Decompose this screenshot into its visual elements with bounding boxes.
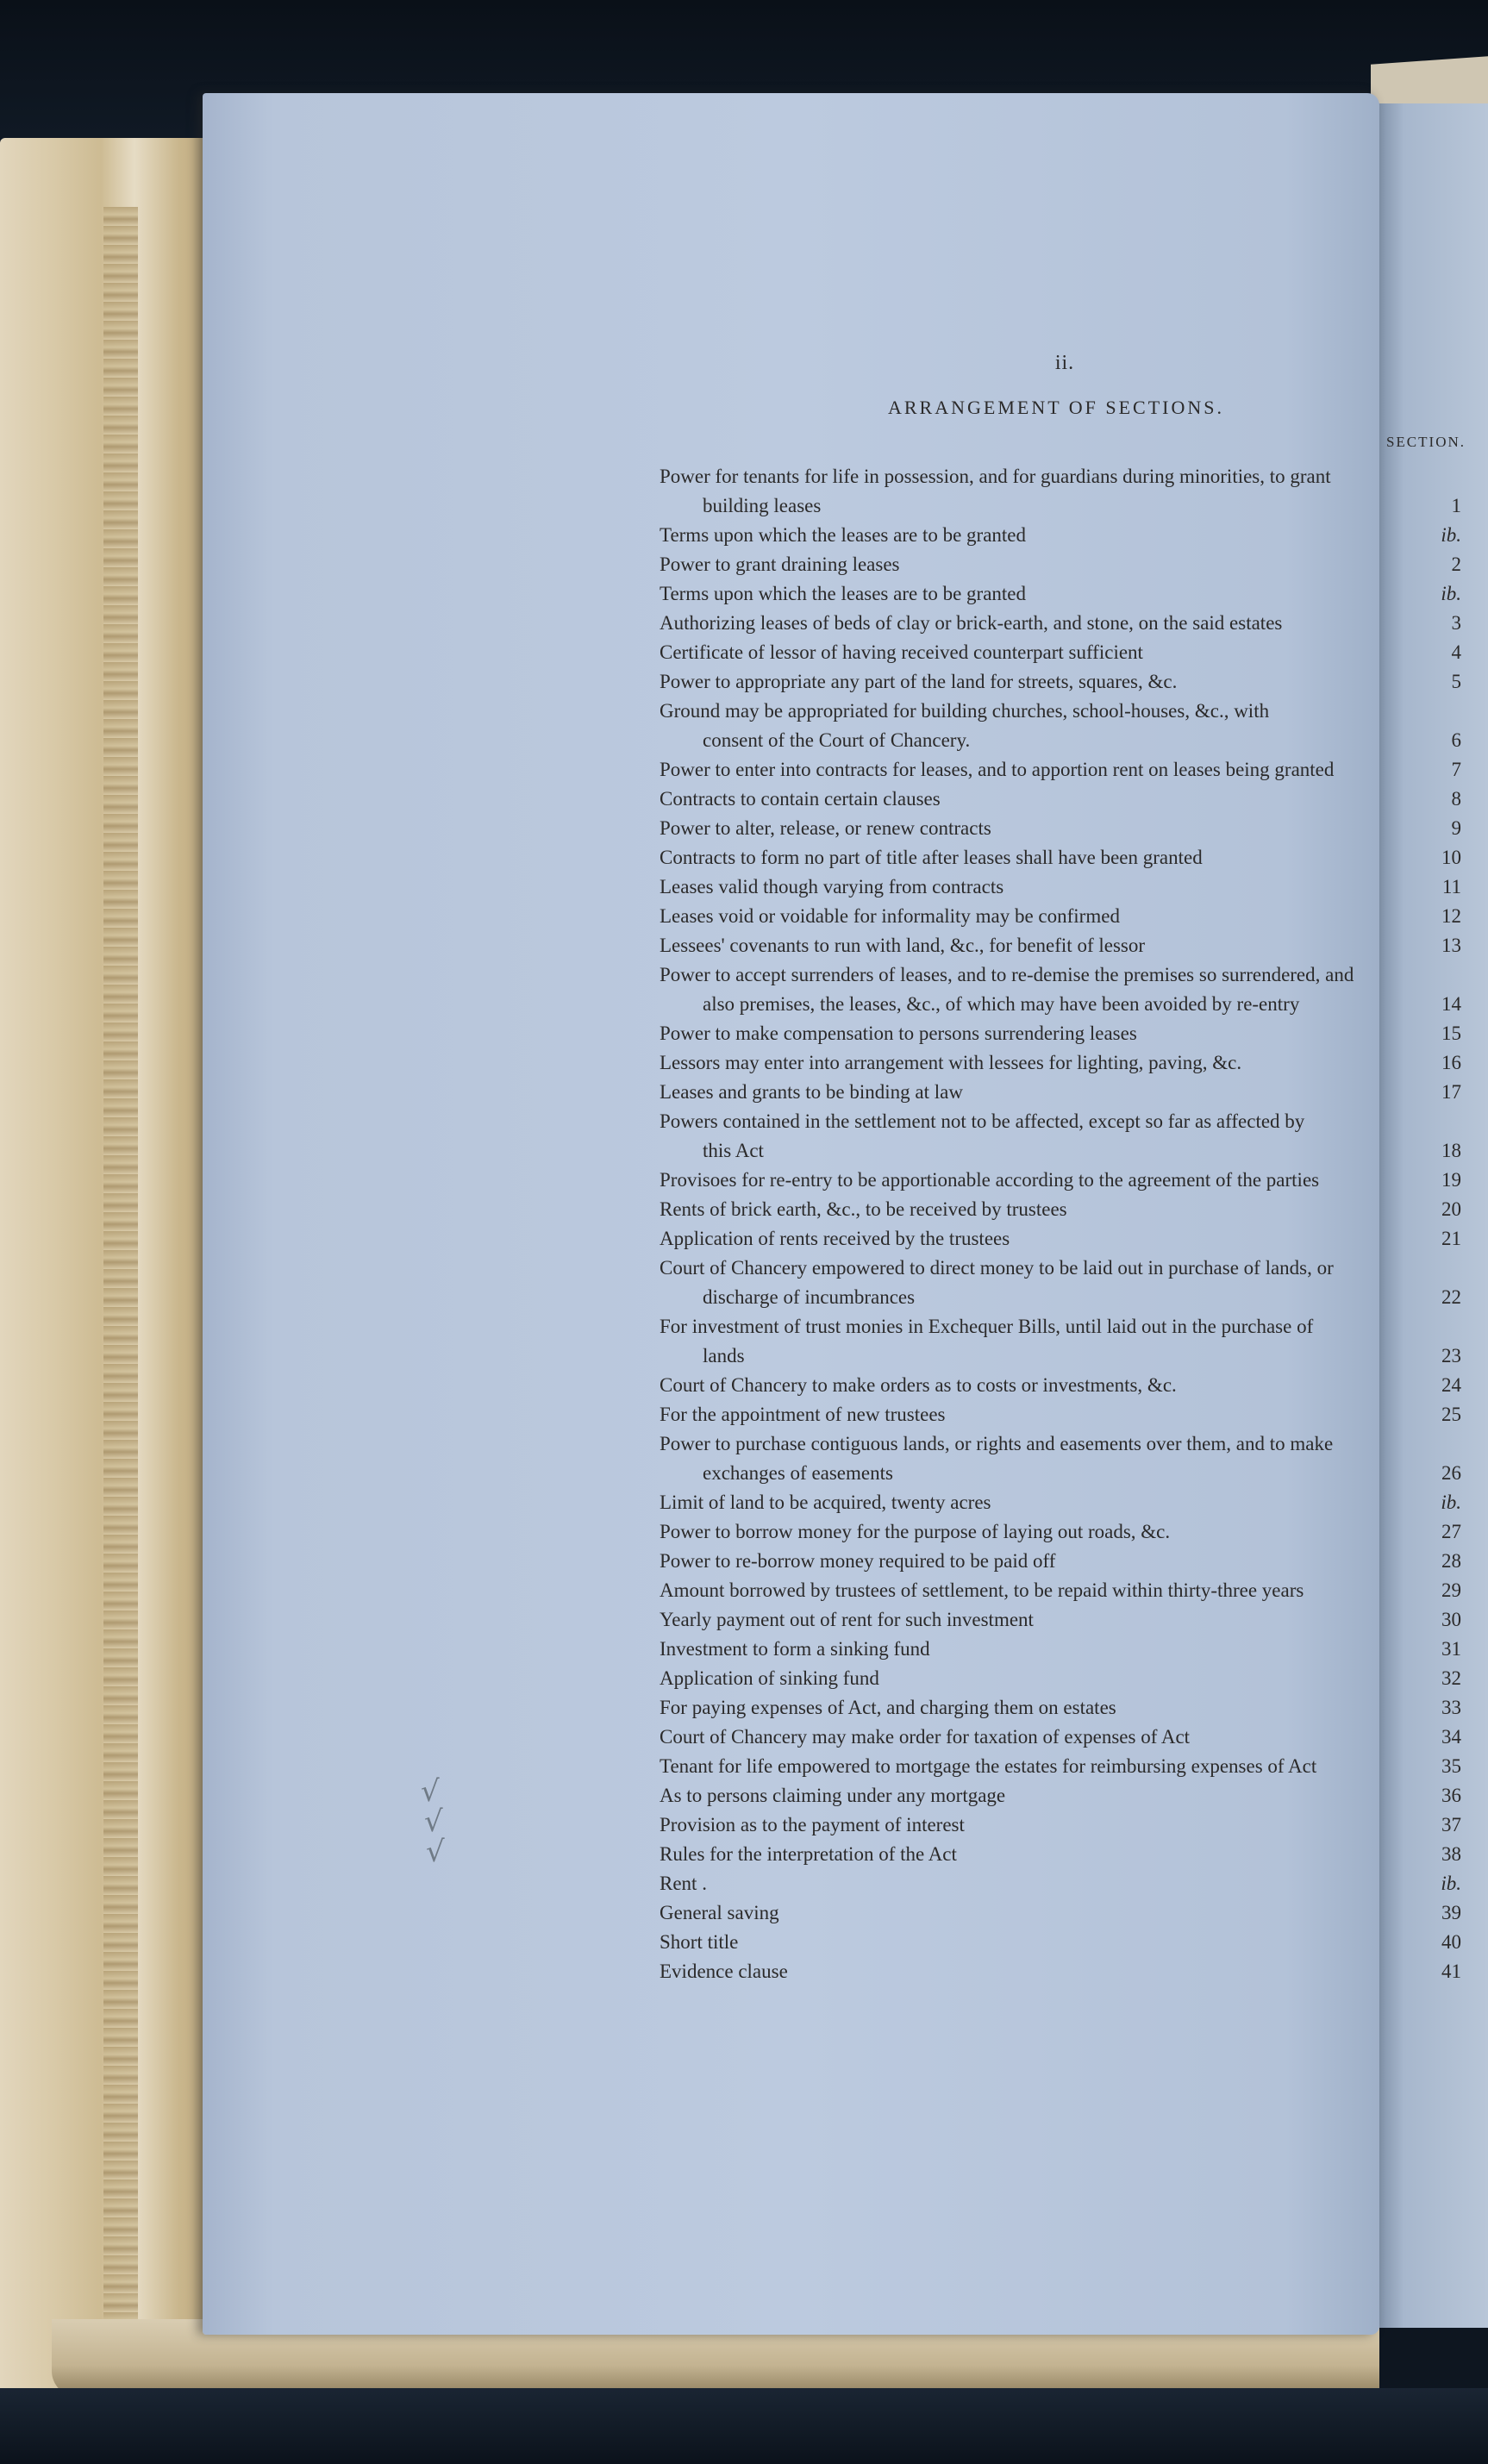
section-entry-label (660, 462, 1410, 521)
section-number: 29 (1441, 1579, 1461, 1601)
section-entry (660, 462, 1461, 521)
pencil-check-mark: √ (426, 1835, 445, 1869)
entry-line: Court of Chancery to make orders as to costs or investments, &c. (660, 1374, 1177, 1396)
section-number: 31 (1441, 1638, 1461, 1660)
section-number: 15 (1441, 1022, 1461, 1044)
section-number: 38 (1441, 1843, 1461, 1865)
section-number: 20 (1441, 1198, 1461, 1220)
section-entry-label (660, 609, 1410, 638)
section-entry (660, 1664, 1461, 1693)
section-entry (660, 521, 1461, 550)
section-entry (660, 579, 1461, 609)
section-entry-label (660, 1693, 1410, 1723)
section-entry (660, 1107, 1461, 1166)
section-number: 12 (1441, 905, 1461, 927)
section-entry-label (660, 1781, 1410, 1810)
section-entry (660, 609, 1461, 638)
section-number: 23 (1441, 1345, 1461, 1366)
section-entry (660, 1605, 1461, 1635)
section-entry (660, 1693, 1461, 1723)
section-entry (660, 902, 1461, 931)
entry-line: Power to make compensation to persons surrendering leases (660, 1022, 1137, 1044)
entry-line: Application of sinking fund (660, 1667, 879, 1689)
left-page-stack (0, 138, 224, 2414)
section-number: 9 (1451, 817, 1461, 839)
section-entry (660, 1928, 1461, 1957)
page-number: ii. (1054, 352, 1075, 374)
section-entry-label (660, 1488, 1410, 1517)
section-entry-label (660, 550, 1410, 579)
entry-line: For the appointment of new trustees (660, 1404, 946, 1425)
entry-line: Tenant for life empowered to mortgage the estates for reimbursing expenses of Act (660, 1755, 1317, 1777)
section-entry (660, 755, 1461, 785)
section-entry-label (660, 1400, 1410, 1429)
section-entry-label (660, 667, 1410, 697)
section-entry (660, 1840, 1461, 1869)
section-entry-label (660, 1576, 1410, 1605)
section-entry (660, 1429, 1461, 1488)
section-number: 7 (1451, 759, 1461, 780)
entry-line: Court of Chancery may make order for taxation of expenses of Act (660, 1726, 1191, 1748)
section-number: 26 (1441, 1462, 1461, 1484)
section-number: 32 (1441, 1667, 1461, 1689)
section-number: 3 (1451, 612, 1461, 634)
entry-line: Limit of land to be acquired, twenty acres (660, 1492, 991, 1513)
section-entry (660, 1547, 1461, 1576)
section-entry (660, 667, 1461, 697)
section-number: 6 (1451, 729, 1461, 751)
entry-line: For investment of trust monies in Exchequer Bills, until laid out in the purchase of (660, 1316, 1314, 1337)
section-entry-label (660, 1254, 1410, 1312)
section-entry (660, 931, 1461, 960)
sections-list (660, 462, 1461, 1986)
section-number: ib. (1441, 583, 1461, 604)
section-entry (660, 1488, 1461, 1517)
section-column-header: SECTION. (1385, 434, 1466, 450)
entry-line: Contracts to form no part of title after leases shall have been granted (660, 847, 1203, 868)
section-number: ib. (1441, 1873, 1461, 1894)
section-entry (660, 638, 1461, 667)
entry-line: Rules for the interpretation of the Act (660, 1843, 957, 1865)
section-entry-label (660, 1664, 1410, 1693)
entry-continuation-line: building leases (703, 495, 822, 516)
entry-line: Application of rents received by the trustees (660, 1228, 1010, 1249)
section-entry-label (660, 1429, 1410, 1488)
section-entry (660, 1752, 1461, 1781)
page-title: ARRANGEMENT OF SECTIONS. (887, 397, 1224, 418)
section-number: 11 (1441, 876, 1461, 897)
section-entry (660, 1869, 1461, 1898)
section-entry (660, 550, 1461, 579)
entry-line: General saving (660, 1902, 779, 1923)
section-entry (660, 1576, 1461, 1605)
entry-line: Power to appropriate any part of the land for streets, squares, &c. (660, 671, 1178, 692)
entry-line: Court of Chancery empowered to direct money to be laid out in purchase of lands, or (660, 1257, 1334, 1279)
section-entry-label (660, 1810, 1410, 1840)
section-entry (660, 697, 1461, 755)
entry-line: Certificate of lessor of having received counterpart sufficient (660, 641, 1143, 663)
section-entry-label (660, 960, 1410, 1019)
entry-line: Power to purchase contiguous lands, or rights and easements over them, and to make (660, 1433, 1334, 1454)
section-entry (660, 1166, 1461, 1195)
section-entry-label (660, 1517, 1410, 1547)
entry-line: Leases valid though varying from contracts (660, 876, 1004, 897)
entry-line: Rent . (660, 1873, 707, 1894)
section-entry-label (660, 1547, 1410, 1576)
section-entry-label (660, 1869, 1410, 1898)
entry-line: Rents of brick earth, &c., to be received by trustees (660, 1198, 1067, 1220)
entry-line: Power to grant draining leases (660, 553, 900, 575)
section-entry (660, 1254, 1461, 1312)
section-number: 28 (1441, 1550, 1461, 1572)
section-number: ib. (1441, 1492, 1461, 1513)
entry-line: As to persons claiming under any mortgage (660, 1785, 1006, 1806)
section-number: 37 (1441, 1814, 1461, 1835)
section-entry (660, 960, 1461, 1019)
section-number: 14 (1441, 993, 1461, 1015)
entry-line: Leases and grants to be binding at law (660, 1081, 963, 1103)
entry-line: Power to enter into contracts for leases, and to apportion rent on leases being granted (660, 759, 1335, 780)
section-number: 2 (1451, 553, 1461, 575)
section-entry (660, 843, 1461, 872)
section-entry (660, 1781, 1461, 1810)
section-number: 4 (1451, 641, 1461, 663)
section-entry (660, 1810, 1461, 1840)
section-number: 17 (1441, 1081, 1461, 1103)
section-number: 35 (1441, 1755, 1461, 1777)
section-entry (660, 1400, 1461, 1429)
entry-line: Short title (660, 1931, 739, 1953)
entry-line: Authorizing leases of beds of clay or brick-earth, and stone, on the said estates (660, 612, 1283, 634)
section-entry-label (660, 1107, 1410, 1166)
section-entry-label (660, 1723, 1410, 1752)
section-entry-label (660, 1605, 1410, 1635)
document-page (203, 93, 1466, 2335)
entry-line: For paying expenses of Act, and charging them on estates (660, 1697, 1116, 1718)
section-number: 8 (1451, 788, 1461, 810)
section-entry-label (660, 1312, 1410, 1371)
entry-line: Provision as to the payment of interest (660, 1814, 965, 1835)
section-entry (660, 1312, 1461, 1371)
entry-line: Evidence clause (660, 1961, 788, 1982)
section-entry-label (660, 814, 1410, 843)
section-entry (660, 1723, 1461, 1752)
section-entry-label (660, 579, 1410, 609)
section-entry (660, 872, 1461, 902)
torn-page-edges (103, 207, 138, 2380)
section-entry-label (660, 1019, 1410, 1048)
entry-line: Power for tenants for life in possession, and for guardians during minorities, to grant (660, 466, 1331, 487)
section-number: 13 (1441, 935, 1461, 956)
section-number: ib. (1441, 524, 1461, 546)
section-entry-label (660, 638, 1410, 667)
section-number: 40 (1441, 1931, 1461, 1953)
section-entry (660, 1371, 1461, 1400)
entry-line: Powers contained in the settlement not to be affected, except so far as affected by (660, 1110, 1305, 1132)
entry-line: Amount borrowed by trustees of settlement, to be repaid within thirty-three years (660, 1579, 1304, 1601)
entry-line: Leases void or voidable for informality may be confirmed (660, 905, 1120, 927)
section-entry-label (660, 1078, 1410, 1107)
section-entry-label (660, 521, 1410, 550)
entry-line: Contracts to contain certain clauses (660, 788, 941, 810)
entry-line: Terms upon which the leases are to be granted (660, 524, 1027, 546)
section-entry-label (660, 843, 1410, 872)
section-number: 1 (1451, 495, 1461, 516)
section-entry-label (660, 1048, 1410, 1078)
section-entry-label (660, 1635, 1410, 1664)
pencil-check-mark: √ (424, 1804, 443, 1839)
section-entry-label (660, 697, 1410, 755)
entry-line: Power to accept surrenders of leases, and to re-demise the premises so surrendered, and (660, 964, 1354, 985)
section-number: 24 (1441, 1374, 1461, 1396)
section-entry-label (660, 1166, 1410, 1195)
section-entry-label (660, 1840, 1410, 1869)
section-entry (660, 1517, 1461, 1547)
entry-continuation-line: also premises, the leases, &c., of which may have been avoided by re-entry (703, 993, 1300, 1015)
section-entry (660, 1048, 1461, 1078)
entry-line: Terms upon which the leases are to be granted (660, 583, 1027, 604)
book-cover-bottom (0, 2388, 1488, 2464)
section-entry-label (660, 931, 1410, 960)
section-number: 41 (1441, 1961, 1461, 1982)
section-entry (660, 814, 1461, 843)
entry-line: Yearly payment out of rent for such investment (660, 1609, 1034, 1630)
section-number: 5 (1451, 671, 1461, 692)
section-number: 25 (1441, 1404, 1461, 1425)
section-entry (660, 1898, 1461, 1928)
entry-line: Power to alter, release, or renew contracts (660, 817, 991, 839)
section-entry-label (660, 1957, 1410, 1986)
section-entry (660, 1195, 1461, 1224)
section-entry (660, 1224, 1461, 1254)
section-number: 30 (1441, 1609, 1461, 1630)
entry-continuation-line: consent of the Court of Chancery. (703, 729, 971, 751)
section-number: 10 (1441, 847, 1461, 868)
section-number: 39 (1441, 1902, 1461, 1923)
entry-line: Provisoes for re-entry to be apportionable according to the agreement of the parties (660, 1169, 1320, 1191)
section-number: 19 (1441, 1169, 1461, 1191)
section-number: 21 (1441, 1228, 1461, 1249)
section-entry-label (660, 1928, 1410, 1957)
section-entry-label (660, 785, 1410, 814)
section-number: 16 (1441, 1052, 1461, 1073)
section-number: 34 (1441, 1726, 1461, 1748)
section-entry (660, 1019, 1461, 1048)
entry-line: Lessors may enter into arrangement with lessees for lighting, paving, &c. (660, 1052, 1242, 1073)
entry-line: Ground may be appropriated for building churches, school-houses, &c., with (660, 700, 1270, 722)
section-entry-label (660, 1752, 1410, 1781)
section-entry (660, 1078, 1461, 1107)
section-number: 22 (1441, 1286, 1461, 1308)
entry-continuation-line: this Act (703, 1140, 764, 1161)
section-entry-label (660, 902, 1410, 931)
section-entry-label (660, 1195, 1410, 1224)
section-entry-label (660, 872, 1410, 902)
section-entry (660, 785, 1461, 814)
entry-line: Power to borrow money for the purpose of laying out roads, &c. (660, 1521, 1171, 1542)
entry-continuation-line: lands (703, 1345, 745, 1366)
entry-line: Lessees' covenants to run with land, &c., for benefit of lessor (660, 935, 1146, 956)
entry-line: Power to re-borrow money required to be paid off (660, 1550, 1056, 1572)
section-number: 36 (1441, 1785, 1461, 1806)
section-entry-label (660, 1371, 1410, 1400)
entry-line: Investment to form a sinking fund (660, 1638, 930, 1660)
section-entry (660, 1635, 1461, 1664)
section-entry-label (660, 1898, 1410, 1928)
pencil-check-mark: √ (421, 1774, 440, 1809)
section-number: 18 (1441, 1140, 1461, 1161)
entry-continuation-line: exchanges of easements (703, 1462, 893, 1484)
section-number: 27 (1441, 1521, 1461, 1542)
section-entry-label (660, 755, 1410, 785)
section-number: 33 (1441, 1697, 1461, 1718)
section-entry-label (660, 1224, 1410, 1254)
section-entry (660, 1957, 1461, 1986)
entry-continuation-line: discharge of incumbrances (703, 1286, 916, 1308)
